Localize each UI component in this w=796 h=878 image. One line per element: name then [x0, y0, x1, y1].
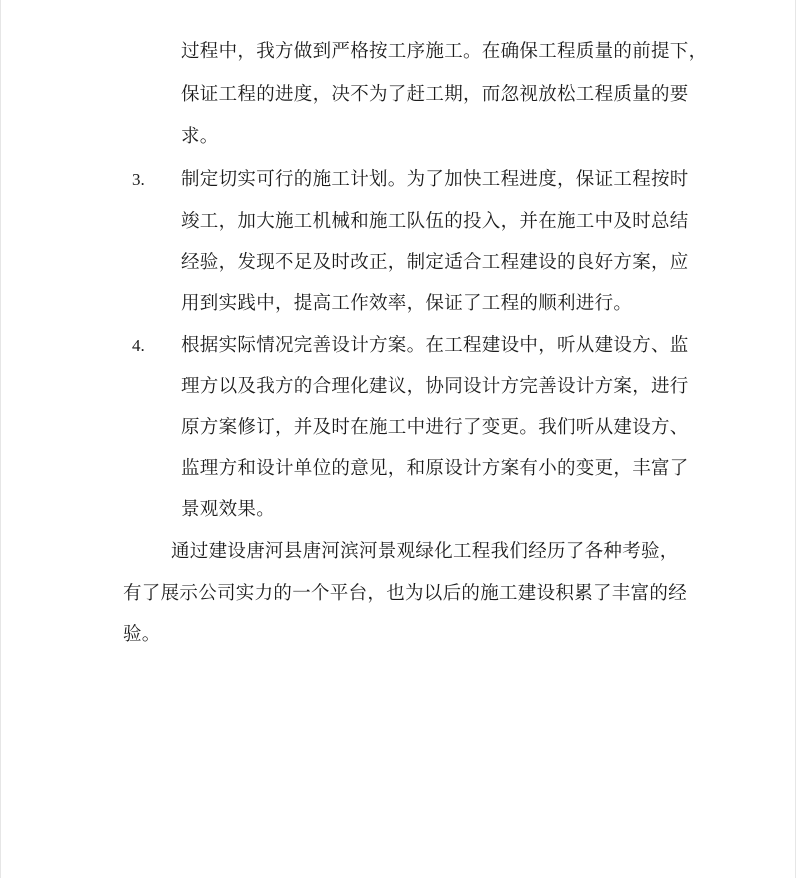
- continuation-line: 求。: [181, 126, 219, 147]
- list-item-line: 原方案修订，并及时在施工中进行了变更。我们听从建设方、: [181, 417, 689, 438]
- list-item-number: 3.: [132, 170, 145, 189]
- conclusion-line: 验。: [123, 624, 161, 645]
- list-item-line: 制定切实可行的施工计划。为了加快工程进度，保证工程按时: [181, 169, 689, 190]
- list-item-line: 理方以及我方的合理化建议，协同设计方完善设计方案，进行: [181, 376, 689, 397]
- list-item-line: 监理方和设计单位的意见，和原设计方案有小的变更，丰富了: [181, 458, 689, 479]
- conclusion-line: 有了展示公司实力的一个平台，也为以后的施工建设积累了丰富的经: [123, 583, 688, 604]
- list-item-line: 景观效果。: [181, 499, 276, 520]
- conclusion-line: 通过建设唐河县唐河滨河景观绿化工程我们经历了各种考验，: [171, 541, 679, 562]
- list-item-line: 根据实际情况完善设计方案。在工程建设中，听从建设方、监: [181, 335, 689, 356]
- continuation-line: 过程中，我方做到严格按工序施工。在确保工程质量的前提下，: [181, 41, 708, 62]
- list-item-line: 经验，发现不足及时改正，制定适合工程建设的良好方案，应: [181, 252, 689, 273]
- list-item-line: 竣工，加大施工机械和施工队伍的投入，并在施工中及时总结: [181, 211, 689, 232]
- list-item-line: 用到实践中，提高工作效率，保证了工程的顺利进行。: [181, 293, 633, 314]
- list-item-number: 4.: [132, 336, 145, 355]
- continuation-line: 保证工程的进度，决不为了赶工期，而忽视放松工程质量的要: [181, 84, 689, 105]
